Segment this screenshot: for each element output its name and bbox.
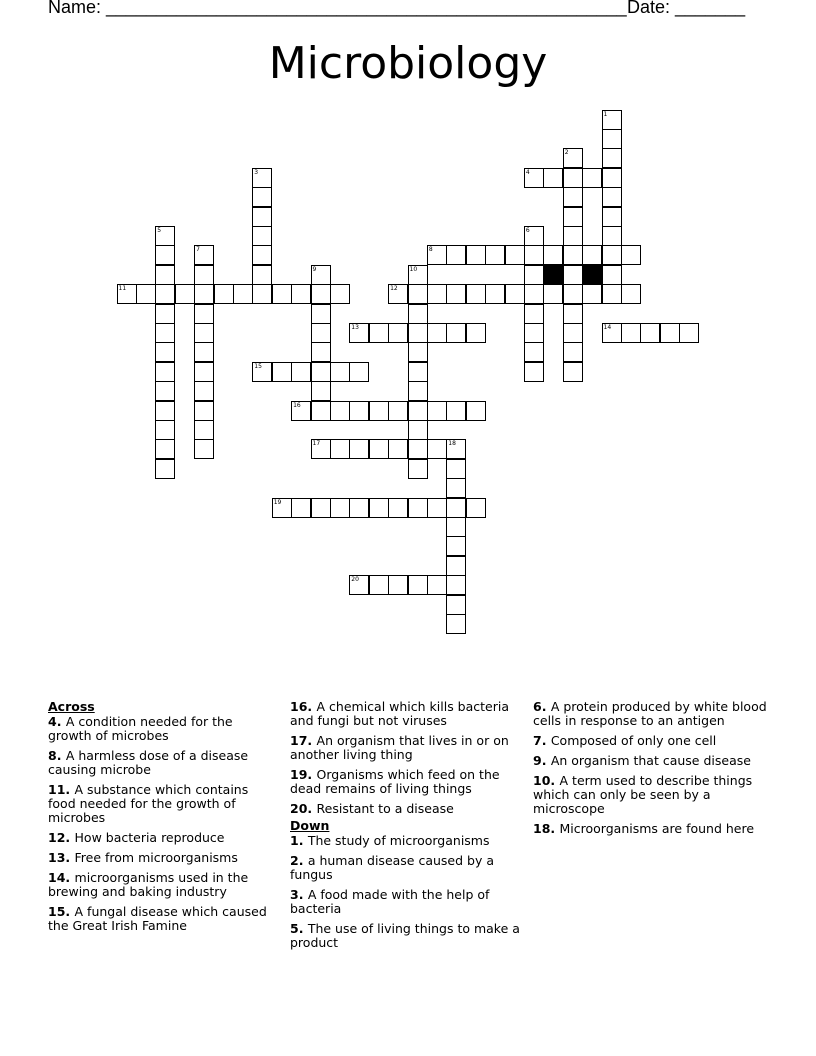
crossword-cell[interactable]: [563, 207, 583, 227]
crossword-cell[interactable]: [427, 439, 447, 459]
clue-number: 20: [351, 576, 359, 584]
crossword-cell[interactable]: [602, 226, 622, 246]
crossword-cell[interactable]: [505, 284, 525, 304]
crossword-cell[interactable]: [621, 245, 641, 265]
clue-number: 11: [48, 782, 66, 797]
crossword-cell[interactable]: [330, 401, 350, 421]
clue-text: An organism that lives in or on another living thing: [290, 733, 509, 762]
crossword-cell[interactable]: [311, 439, 331, 459]
clue-number: 6: [533, 699, 542, 714]
crossword-cell[interactable]: [582, 245, 602, 265]
clue-number: 6: [525, 226, 530, 234]
clue: 10. A term used to describe things which can only be seen by a microscope: [533, 773, 753, 816]
clue-text: A chemical which kills bacteria and fungi but not viruses: [290, 699, 510, 728]
clue-text: A harmless dose of a disease causing microbe: [48, 748, 249, 777]
clues-column-3: [533, 700, 773, 842]
clue-number: 4: [48, 714, 57, 729]
crossword-cell[interactable]: [388, 439, 408, 459]
crossword-cell[interactable]: [408, 401, 428, 421]
crossword-cell[interactable]: [291, 401, 311, 421]
clue-number: 8: [48, 748, 57, 763]
clue: 4. A condition needed for the growth of microbes: [48, 714, 233, 743]
crossword-cell[interactable]: [194, 304, 214, 324]
crossword-cell[interactable]: [408, 439, 428, 459]
crossword-cell[interactable]: [175, 284, 195, 304]
crossword-cell[interactable]: [311, 304, 331, 324]
clue-number: 15: [48, 904, 66, 919]
clue-text: Free from microorganisms: [74, 850, 238, 865]
clue-number: 11: [118, 285, 127, 293]
clue-number: 18: [448, 440, 456, 448]
clue-number: 19: [273, 498, 282, 506]
crossword-cell[interactable]: [311, 381, 331, 401]
crossword-cell[interactable]: [485, 284, 505, 304]
crossword-cell[interactable]: [252, 168, 272, 188]
black-cell: [582, 265, 602, 285]
crossword-cell[interactable]: [155, 420, 175, 440]
clue: 6. A protein produced by white blood cells in response to an antigen: [533, 699, 767, 728]
clue: 9. An organism that cause disease: [533, 753, 751, 768]
clue: 13. Free from microorganisms: [48, 850, 238, 865]
crossword-cell[interactable]: [291, 284, 311, 304]
crossword-cell[interactable]: [446, 575, 466, 595]
clue-number: 3: [290, 887, 299, 902]
crossword-cell[interactable]: [194, 323, 214, 343]
crossword-cell[interactable]: [446, 284, 466, 304]
crossword-cell[interactable]: [563, 323, 583, 343]
clue-number: 8: [428, 246, 433, 254]
crossword-cell[interactable]: [349, 439, 369, 459]
clue-text: A food made with the help of bacteria: [290, 887, 490, 916]
crossword-cell[interactable]: [563, 226, 583, 246]
crossword-cell[interactable]: [194, 342, 214, 362]
crossword-cell[interactable]: [330, 284, 350, 304]
clue-number: 16: [290, 699, 308, 714]
crossword-cell[interactable]: [408, 362, 428, 382]
across-heading: Across: [48, 699, 95, 714]
crossword-cell[interactable]: [446, 517, 466, 537]
crossword-cell[interactable]: [155, 459, 175, 479]
name-label: Name:: [48, 0, 102, 17]
crossword-cell[interactable]: [466, 401, 486, 421]
clue: 20. Resistant to a disease: [290, 801, 454, 816]
crossword-cell[interactable]: [524, 245, 544, 265]
crossword-cell[interactable]: [524, 323, 544, 343]
crossword-cell[interactable]: [155, 362, 175, 382]
crossword-cell[interactable]: [563, 304, 583, 324]
clue-number: 4: [525, 168, 530, 176]
crossword-cell[interactable]: [640, 323, 660, 343]
crossword-cell[interactable]: [155, 226, 175, 246]
crossword-cell[interactable]: [311, 265, 331, 285]
clue: 12. How bacteria reproduce: [48, 830, 225, 845]
crossword-cell[interactable]: [349, 323, 369, 343]
crossword-cell[interactable]: [563, 168, 583, 188]
crossword-cell[interactable]: [272, 362, 292, 382]
crossword-cell[interactable]: [311, 342, 331, 362]
date-blank[interactable]: _______: [675, 0, 746, 17]
crossword-cell[interactable]: [408, 265, 428, 285]
crossword-cell[interactable]: [602, 168, 622, 188]
across-clue-list: [48, 715, 276, 933]
crossword-cell[interactable]: [272, 498, 292, 518]
crossword-cell[interactable]: [621, 284, 641, 304]
crossword-cell[interactable]: [369, 575, 389, 595]
crossword-cell[interactable]: [330, 362, 350, 382]
crossword-cell[interactable]: [408, 381, 428, 401]
crossword-cell[interactable]: [427, 284, 447, 304]
clue-number: 3: [254, 168, 259, 176]
crossword-cell[interactable]: [388, 323, 408, 343]
clue-number: 7: [196, 246, 200, 254]
crossword-cell[interactable]: [291, 362, 311, 382]
crossword-cell[interactable]: [311, 498, 331, 518]
crossword-cell[interactable]: [446, 401, 466, 421]
clue-number: 17: [290, 733, 308, 748]
crossword-cell[interactable]: [446, 245, 466, 265]
crossword-cell[interactable]: [524, 362, 544, 382]
clue-number: 7: [533, 733, 542, 748]
crossword-cell[interactable]: [194, 284, 214, 304]
clue: 2. a human disease caused by a fungus: [290, 853, 495, 882]
clue-text: Microorganisms are found here: [559, 821, 755, 836]
crossword-cell[interactable]: [408, 323, 428, 343]
clue-text: Organisms which feed on the dead remains of living things: [290, 767, 500, 796]
crossword-cell[interactable]: [505, 245, 525, 265]
clue: 18. Microorganisms are found here: [533, 821, 755, 836]
crossword-cell[interactable]: [194, 401, 214, 421]
crossword-cell[interactable]: [543, 284, 563, 304]
crossword-cell[interactable]: [446, 439, 466, 459]
clues-column-2: [290, 700, 522, 956]
crossword-cell[interactable]: [660, 323, 680, 343]
clue: 8. A harmless dose of a disease causing microbe: [48, 748, 249, 777]
clue-number: 10: [533, 773, 551, 788]
crossword-cell[interactable]: [602, 207, 622, 227]
crossword-cell[interactable]: [349, 498, 369, 518]
crossword-cell[interactable]: [485, 245, 505, 265]
crossword-cell[interactable]: [563, 362, 583, 382]
crossword-cell[interactable]: [427, 245, 447, 265]
crossword-cell[interactable]: [388, 575, 408, 595]
crossword-cell[interactable]: [388, 498, 408, 518]
crossword-cell[interactable]: [252, 245, 272, 265]
clue-text: A fungal disease which caused the Great Irish Famine: [48, 904, 267, 933]
crossword-cell[interactable]: [427, 575, 447, 595]
crossword-cell[interactable]: [194, 420, 214, 440]
crossword-cell[interactable]: [369, 498, 389, 518]
crossword-cell[interactable]: [252, 265, 272, 285]
crossword-cell[interactable]: [427, 323, 447, 343]
clue: 11. A substance which contains food needed for the growth of microbes: [48, 782, 249, 825]
crossword-cell[interactable]: [369, 323, 389, 343]
crossword-cell[interactable]: [155, 381, 175, 401]
clue-text: How bacteria reproduce: [74, 830, 225, 845]
crossword-cell[interactable]: [311, 362, 331, 382]
clue-number: 1: [603, 110, 608, 118]
crossword-cell[interactable]: [349, 362, 369, 382]
clue-text: Resistant to a disease: [316, 801, 454, 816]
crossword-cell[interactable]: [427, 498, 447, 518]
clue-number: 17: [312, 440, 321, 448]
crossword-cell[interactable]: [466, 323, 486, 343]
crossword-cell[interactable]: [563, 245, 583, 265]
clue: 3. A food made with the help of bacteria: [290, 887, 490, 916]
crossword-cell[interactable]: [563, 187, 583, 207]
crossword-cell[interactable]: [155, 323, 175, 343]
crossword-cell[interactable]: [136, 284, 156, 304]
crossword-cell[interactable]: [155, 342, 175, 362]
clue-number: 19: [290, 767, 308, 782]
clue-number: 12: [48, 830, 66, 845]
crossword-cell[interactable]: [602, 129, 622, 149]
down-clue-list-continued: [533, 700, 773, 836]
crossword-cell[interactable]: [524, 168, 544, 188]
clue-text: An organism that cause disease: [550, 753, 751, 768]
down-clue-list: [290, 834, 522, 950]
clue-number: 2: [564, 149, 569, 157]
crossword-cell[interactable]: [563, 284, 583, 304]
crossword-cell[interactable]: [408, 575, 428, 595]
clue-text: The use of living things to make a product: [290, 921, 520, 950]
crossword-cell[interactable]: [446, 498, 466, 518]
crossword-cell[interactable]: [194, 381, 214, 401]
crossword-cell[interactable]: [446, 614, 466, 634]
clue-number: 14: [48, 870, 66, 885]
clues-column-1: [48, 700, 276, 939]
crossword-cell[interactable]: [155, 439, 175, 459]
clue: 19. Organisms which feed on the dead remains of living things: [290, 767, 500, 796]
clue-number: 14: [603, 323, 612, 331]
crossword-cell[interactable]: [524, 284, 544, 304]
crossword-cell[interactable]: [155, 284, 175, 304]
crossword-cell[interactable]: [602, 187, 622, 207]
clue-text: The study of microorganisms: [307, 833, 490, 848]
crossword-cell[interactable]: [155, 245, 175, 265]
crossword-cell[interactable]: [602, 110, 622, 130]
crossword-cell[interactable]: [194, 362, 214, 382]
clue-number: 15: [254, 362, 262, 370]
crossword-cell[interactable]: [252, 284, 272, 304]
crossword-cell[interactable]: [252, 187, 272, 207]
date-label: Date:: [627, 0, 671, 17]
crossword-cell[interactable]: [311, 323, 331, 343]
clue: 14. microorganisms used in the brewing and baking industry: [48, 870, 249, 899]
crossword-cell[interactable]: [349, 575, 369, 595]
clue: 15. A fungal disease which caused the Great Irish Famine: [48, 904, 267, 933]
clue-number: 2: [290, 853, 299, 868]
crossword-cell[interactable]: [194, 439, 214, 459]
clue-number: 20: [290, 801, 308, 816]
clue-number: 13: [48, 850, 66, 865]
clue-number: 16: [293, 401, 301, 409]
crossword-cell[interactable]: [194, 265, 214, 285]
crossword-cell[interactable]: [679, 323, 699, 343]
crossword-cell[interactable]: [272, 284, 292, 304]
clue-number: 5: [290, 921, 299, 936]
crossword-cell[interactable]: [524, 226, 544, 246]
crossword-cell[interactable]: [155, 265, 175, 285]
clue-number: 10: [409, 265, 418, 273]
crossword-cell[interactable]: [602, 245, 622, 265]
crossword-cell[interactable]: [330, 498, 350, 518]
crossword-cell[interactable]: [388, 401, 408, 421]
clue-number: 9: [312, 265, 317, 273]
down-heading: Down: [290, 818, 330, 833]
crossword-cell[interactable]: [369, 401, 389, 421]
crossword-cell[interactable]: [349, 401, 369, 421]
crossword-cell[interactable]: [582, 168, 602, 188]
clue-text: A term used to describe things which can only be seen by a microscope: [533, 773, 753, 816]
crossword-cell[interactable]: [330, 439, 350, 459]
clue-text: A substance which contains food needed for the growth of microbes: [48, 782, 249, 825]
crossword-cell[interactable]: [602, 148, 622, 168]
crossword-cell[interactable]: [563, 265, 583, 285]
crossword-cell[interactable]: [311, 284, 331, 304]
crossword-cell[interactable]: [408, 342, 428, 362]
crossword-cell[interactable]: [563, 342, 583, 362]
clue: 1. The study of microorganisms: [290, 833, 490, 848]
crossword-cell[interactable]: [214, 284, 234, 304]
crossword-cell[interactable]: [524, 265, 544, 285]
crossword-cell[interactable]: [252, 226, 272, 246]
crossword-cell[interactable]: [408, 498, 428, 518]
clue-number: 9: [533, 753, 542, 768]
clue: 5. The use of living things to make a product: [290, 921, 520, 950]
clue-number: 12: [390, 285, 398, 293]
crossword-cell[interactable]: [252, 362, 272, 382]
clue-text: Composed of only one cell: [550, 733, 717, 748]
clue-text: microorganisms used in the brewing and baking industry: [48, 870, 249, 899]
clue-text: a human disease caused by a fungus: [290, 853, 495, 882]
crossword-cell[interactable]: [233, 284, 253, 304]
crossword-cell[interactable]: [117, 284, 137, 304]
crossword-cell[interactable]: [563, 148, 583, 168]
black-cell: [543, 265, 563, 285]
crossword-cell[interactable]: [466, 284, 486, 304]
crossword-cell[interactable]: [427, 401, 447, 421]
crossword-cell[interactable]: [446, 459, 466, 479]
crossword-cell[interactable]: [291, 498, 311, 518]
crossword-cell[interactable]: [446, 595, 466, 615]
page-title: Microbiology: [268, 38, 548, 89]
crossword-cell[interactable]: [408, 459, 428, 479]
crossword-cell[interactable]: [621, 323, 641, 343]
crossword-cell[interactable]: [369, 439, 389, 459]
crossword-cell[interactable]: [446, 478, 466, 498]
crossword-cell[interactable]: [524, 304, 544, 324]
crossword-cell[interactable]: [311, 401, 331, 421]
crossword-cell[interactable]: [252, 207, 272, 227]
crossword-cell[interactable]: [602, 323, 622, 343]
clue: 16. A chemical which kills bacteria and fungi but not viruses: [290, 699, 510, 728]
crossword-cell[interactable]: [408, 304, 428, 324]
crossword-cell[interactable]: [466, 498, 486, 518]
crossword-cell[interactable]: [194, 245, 214, 265]
clue-text: A condition needed for the growth of microbes: [48, 714, 233, 743]
crossword-cell[interactable]: [582, 284, 602, 304]
across-clue-list-continued: [290, 700, 522, 816]
crossword-cell[interactable]: [524, 342, 544, 362]
crossword-cell[interactable]: [543, 245, 563, 265]
crossword-cell[interactable]: [388, 284, 408, 304]
crossword-cell[interactable]: [602, 265, 622, 285]
crossword-cell[interactable]: [446, 536, 466, 556]
crossword-cell[interactable]: [466, 245, 486, 265]
clue-number: 18: [533, 821, 551, 836]
crossword-cell[interactable]: [543, 168, 563, 188]
clue: 17. An organism that lives in or on another living thing: [290, 733, 509, 762]
crossword-cell[interactable]: [408, 284, 428, 304]
crossword-cell[interactable]: [446, 323, 466, 343]
crossword-cell[interactable]: [155, 401, 175, 421]
crossword-cell[interactable]: [602, 284, 622, 304]
clue-text: A protein produced by white blood cells in response to an antigen: [533, 699, 767, 728]
clue-number: 13: [351, 323, 359, 331]
crossword-cell[interactable]: [408, 420, 428, 440]
crossword-cell[interactable]: [446, 556, 466, 576]
clue: 7. Composed of only one cell: [533, 733, 717, 748]
clue-number: 1: [290, 833, 299, 848]
clue-number: 5: [157, 226, 162, 234]
crossword-cell[interactable]: [155, 304, 175, 324]
name-blank[interactable]: ____________________________________________________: [106, 0, 627, 17]
